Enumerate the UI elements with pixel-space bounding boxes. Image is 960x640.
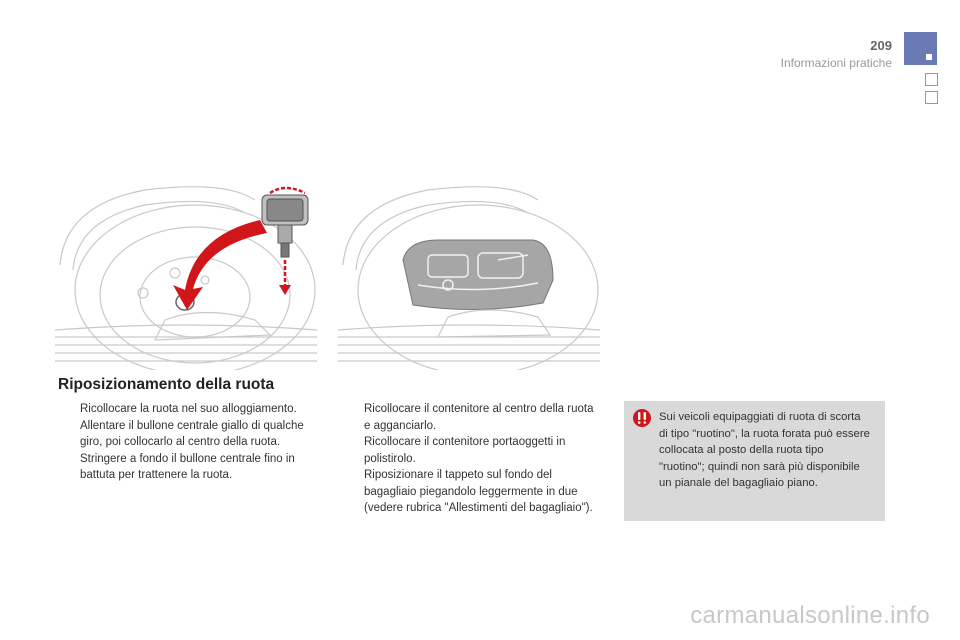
list-item bbox=[343, 434, 598, 467]
page-number: 209 bbox=[870, 38, 892, 53]
section-tab-marker bbox=[904, 32, 937, 65]
list-item bbox=[59, 401, 324, 418]
watermark: carmanualsonline.info bbox=[690, 602, 930, 629]
list-item bbox=[343, 401, 598, 434]
list-item-text: Allentare il bullone centrale giallo di qualche giro, poi collocarlo al centro della ruota. bbox=[80, 419, 304, 448]
list-item-text: Ricollocare il contenitore al centro della ruota e agganciarlo. bbox=[364, 403, 594, 432]
list-item-text: Stringere a fondo il bullone centrale fino in battuta per trattenere la ruota. bbox=[80, 452, 295, 481]
warning-exclamation-icon bbox=[633, 409, 651, 427]
tab-box-2 bbox=[925, 91, 938, 104]
list-item bbox=[59, 451, 324, 484]
warning-note bbox=[624, 401, 885, 521]
storage-container-illustration bbox=[338, 185, 603, 370]
section-heading: Riposizionamento della ruota bbox=[58, 376, 275, 393]
list-item-text: Riposizionare il tappeto sul fondo del bagagliaio piegandolo leggermente in due (vedere rubrica "Allestimenti del bagagliaio"). bbox=[364, 469, 593, 514]
list-item bbox=[59, 418, 324, 451]
list-item bbox=[343, 467, 598, 517]
instruction-list-right bbox=[343, 401, 598, 517]
section-title: Informazioni pratiche bbox=[780, 56, 892, 70]
warning-note-text: Sui veicoli equipaggiati di ruota di scorta di tipo "ruotino", la ruota forata può essere collocata al posto della ruota tipo "ruotino"; quindi non sarà più disponibile un pianale del bagagliaio piano. bbox=[659, 411, 870, 489]
list-item-text: Ricollocare la ruota nel suo alloggiamento. bbox=[80, 403, 297, 415]
spare-wheel-bolt-illustration bbox=[55, 185, 320, 370]
instruction-list-left bbox=[59, 401, 324, 484]
list-item-text: Ricollocare il contenitore portaoggetti in polistirolo. bbox=[364, 436, 566, 465]
tab-box-1 bbox=[925, 73, 938, 86]
